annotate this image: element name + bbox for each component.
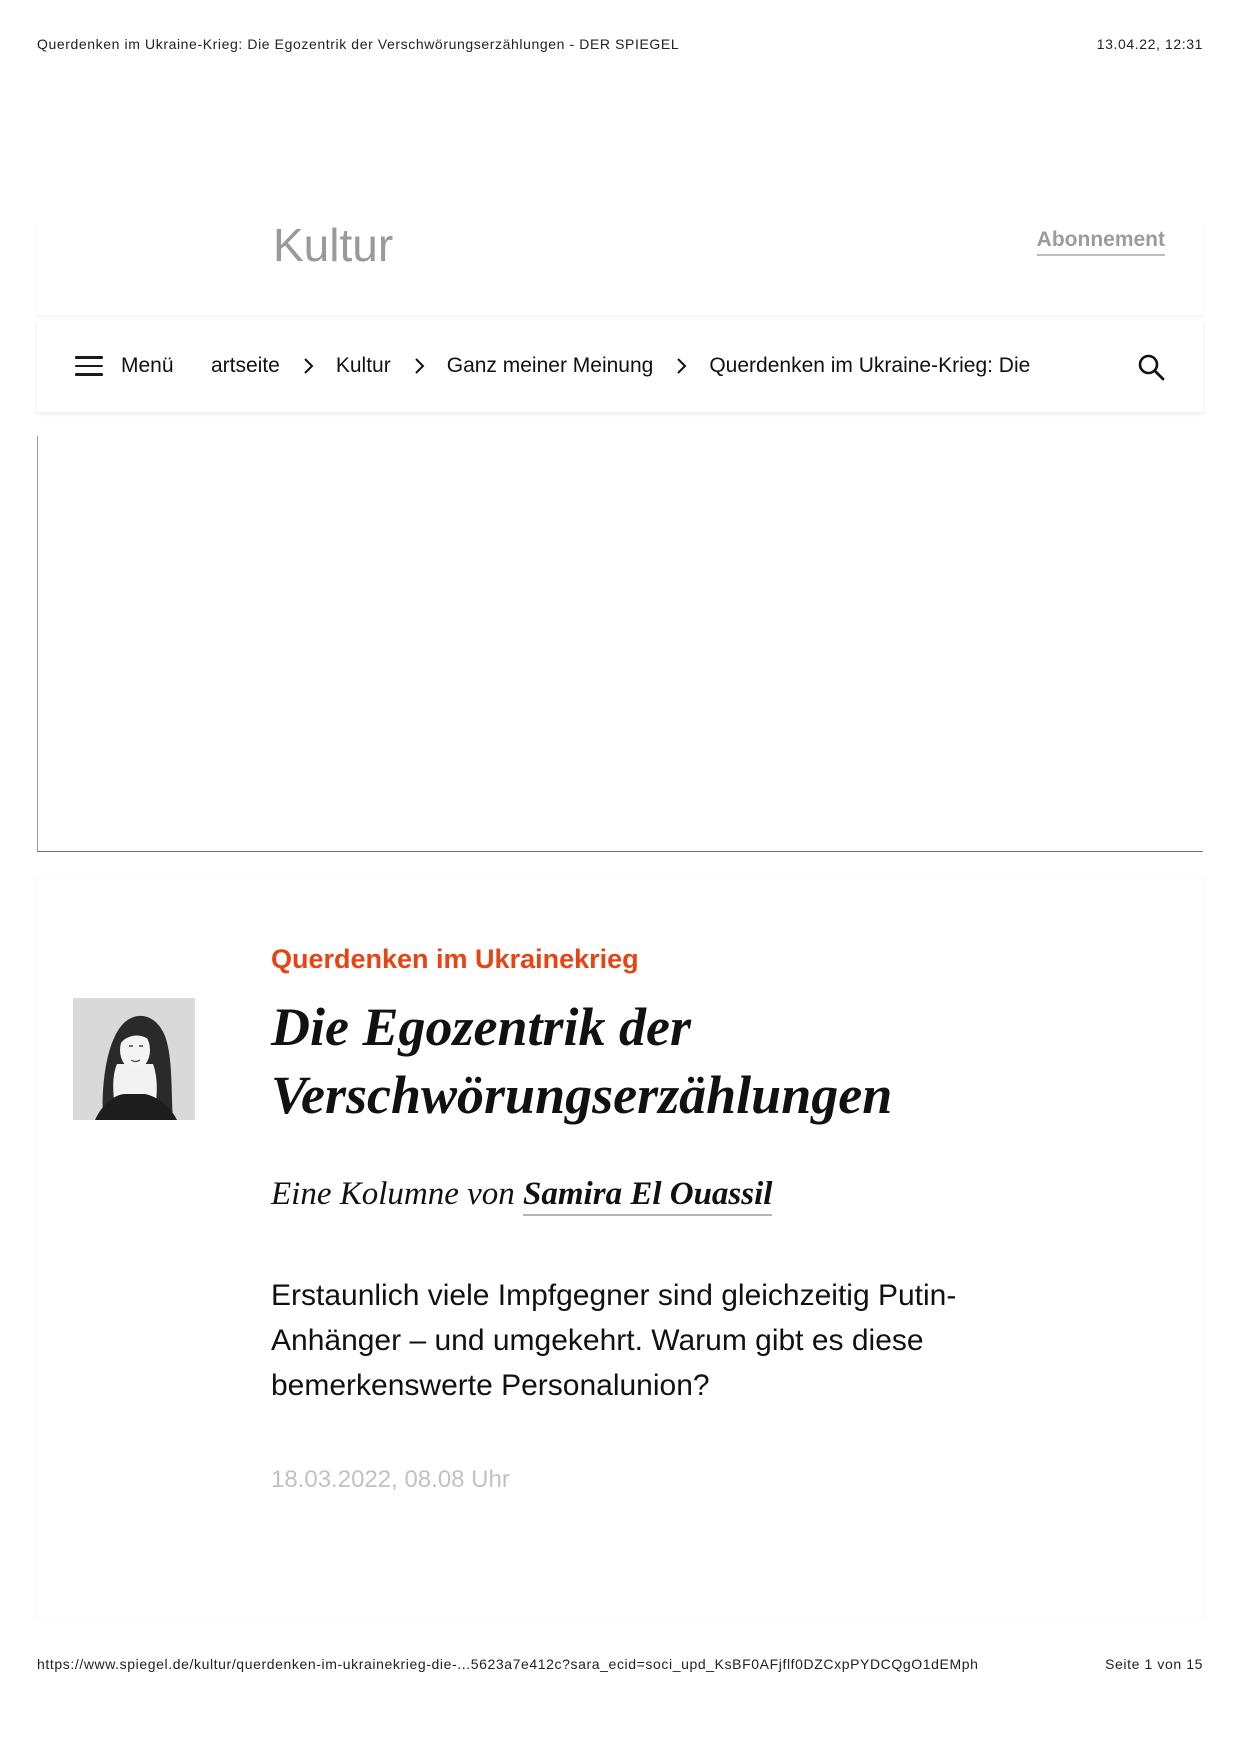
breadcrumb-current-article[interactable]: Querdenken im Ukraine-Krieg: Die <box>709 354 1031 377</box>
author-portrait-illustration <box>73 998 195 1120</box>
print-page-title: Querdenken im Ukraine-Krieg: Die Egozentrik der Verschwörungserzählungen - DER SPIEGEL <box>37 36 680 52</box>
author-avatar[interactable] <box>73 998 195 1120</box>
section-title[interactable]: Kultur <box>273 219 394 271</box>
publication-date: 18.03.2022, 08.08 Uhr <box>271 1466 510 1493</box>
breadcrumb <box>211 320 1125 412</box>
breadcrumb-column[interactable]: Ganz meiner Meinung <box>446 354 654 377</box>
subscription-link[interactable]: Abonnement <box>1037 228 1165 256</box>
menu-icon <box>75 356 103 376</box>
article-headline: Die Egozentrik der Verschwörungserzählungen <box>271 997 893 1125</box>
print-footer <box>37 1656 1203 1672</box>
byline <box>271 1176 772 1213</box>
print-url: https://www.spiegel.de/kultur/querdenken-im-ukrainekrieg-die-...5623a7e412c?sara_ecid=soci_upd_KsBF0AFjflf0DZCxpPYDCQgO1dEMph <box>37 1656 979 1672</box>
navigation-bar <box>37 320 1203 412</box>
breadcrumb-home[interactable]: artseite <box>211 354 280 377</box>
article-teaser: Erstaunlich viele Impfgegner sind gleichzeitig Putin-Anhänger – und umgekehrt. Warum gibt es diese bemerkenswerte Personalunion? <box>271 1279 957 1402</box>
menu-button[interactable] <box>75 320 174 412</box>
search-icon[interactable] <box>1137 353 1165 381</box>
menu-label: Menü <box>121 354 174 377</box>
chevron-right-icon <box>413 357 425 375</box>
breadcrumb-kultur[interactable]: Kultur <box>335 354 391 377</box>
article-kicker: Querdenken im Ukrainekrieg <box>271 944 639 974</box>
chevron-right-icon <box>302 357 314 375</box>
section-header <box>37 218 1203 315</box>
print-page-number: Seite 1 von 15 <box>1105 1656 1203 1672</box>
byline-prefix: Eine Kolumne von <box>271 1176 515 1212</box>
author-link[interactable]: Samira El Ouassil <box>523 1176 772 1216</box>
article-header <box>37 878 1203 1618</box>
chevron-right-icon <box>675 357 687 375</box>
print-header <box>37 36 1203 52</box>
print-datetime: 13.04.22, 12:31 <box>1096 36 1203 52</box>
ad-placeholder <box>37 436 1203 852</box>
